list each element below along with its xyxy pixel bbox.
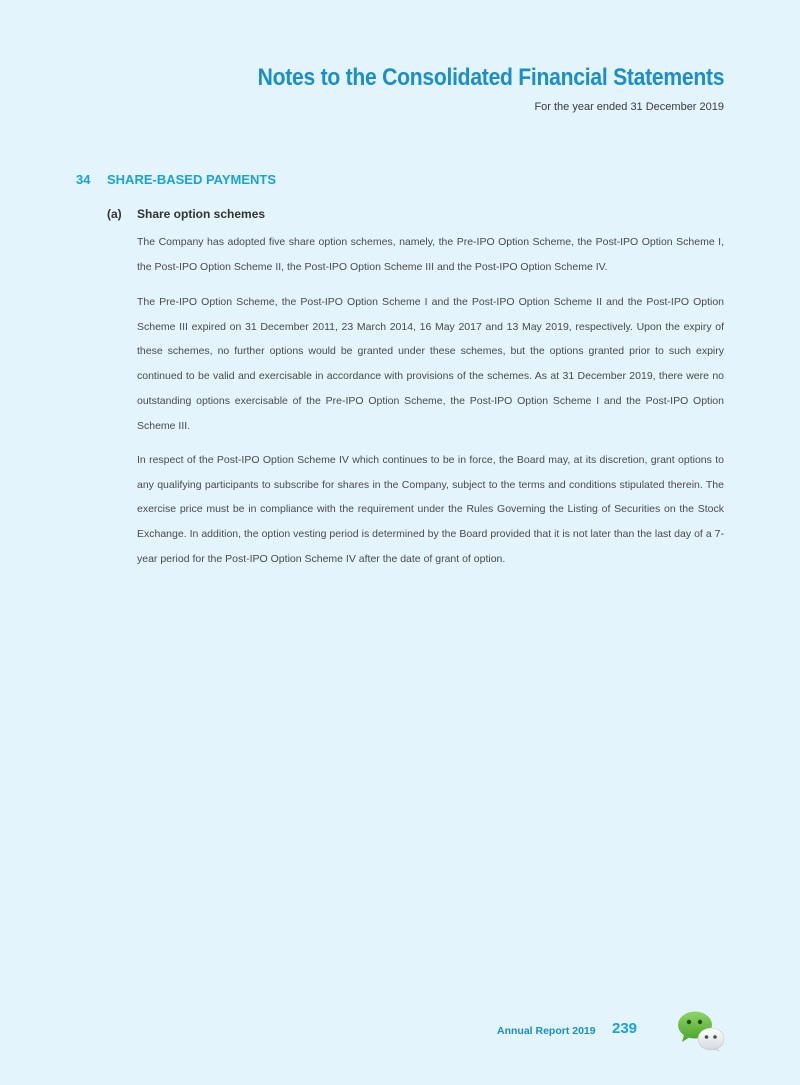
paragraph-schemes-adopted: The Company has adopted five share option schemes, namely, the Pre-IPO Option Scheme, the Post-IPO Option Scheme I, the Post-IPO Option Scheme II, the Post-IPO Option Scheme III and the Post-IPO Option Scheme IV. bbox=[137, 236, 724, 273]
page-title: Notes to the Consolidated Financial Statements bbox=[257, 64, 724, 91]
subsection-letter: (a) bbox=[107, 207, 122, 221]
wechat-logo-icon bbox=[676, 1010, 726, 1054]
section-title: SHARE-BASED PAYMENTS bbox=[107, 172, 277, 187]
subsection-heading bbox=[107, 207, 265, 221]
subsection-title: Share option schemes bbox=[137, 207, 266, 221]
page-subtitle: For the year ended 31 December 2019 bbox=[534, 101, 724, 113]
paragraph-schemes-expired: The Pre-IPO Option Scheme, the Post-IPO Option Scheme I and the Post-IPO Option Scheme II and the Post-IPO Option Scheme III expired on 31 December 2011, 23 March 2014, 16 May 2017 and 13 May 2019, respectively. Upon the expiry of these schemes, no further options would be granted under these schemes, but the options granted prior to such expiry continued to be valid and exercisable in accordance with provisions of the schemes. As at 31 December 2019, there were no outstanding options exercisable of the Pre-IPO Option Scheme, the Post-IPO Option Scheme I and the Post-IPO Option Scheme III. bbox=[137, 296, 724, 432]
section-heading bbox=[76, 172, 276, 187]
page-number: 239 bbox=[612, 1020, 638, 1037]
section-number: 34 bbox=[76, 172, 91, 187]
paragraph-scheme-iv: In respect of the Post-IPO Option Scheme IV which continues to be in force, the Board may, at its discretion, grant options to any qualifying participants to subscribe for shares in the Company, subject to the terms and conditions stipulated therein. The exercise price must be in compliance with the requirement under the Rules Governing the Listing of Securities on the Stock Exchange. In addition, the option vesting period is determined by the Board provided that it is not later than the last day of a 7-year period for the Post-IPO Option Scheme IV after the date of grant of option. bbox=[137, 454, 724, 565]
footer-report-label: Annual Report 2019 bbox=[497, 1025, 596, 1037]
